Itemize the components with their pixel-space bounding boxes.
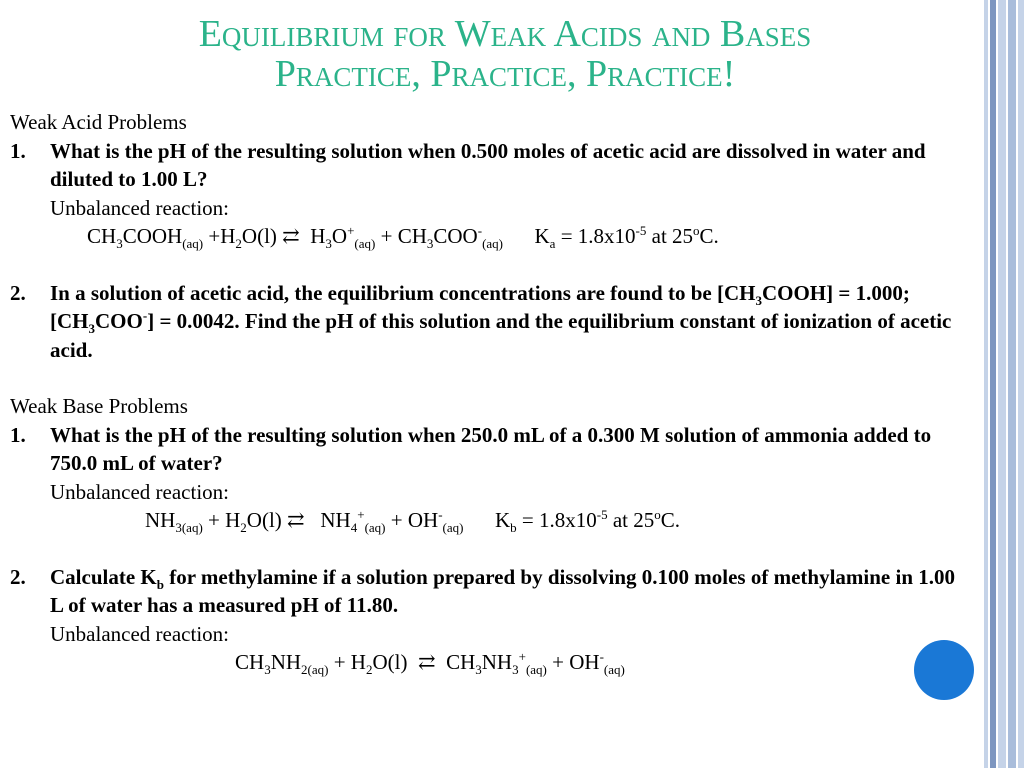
methylamine-reaction-equation: $CH_3NH_{2(aq)} + H_2O(l)$ ⇄ $CH_3NH_3^+_{(aq)} + OH^-_{(aq)}$ xyxy=(235,649,625,678)
page-title xyxy=(0,14,1010,94)
decorative-circle xyxy=(914,640,974,700)
question-text-a: In a solution of acetic acid, the equilibrium concentrations are found to be xyxy=(50,280,712,305)
reaction-label: Unbalanced reaction: xyxy=(50,621,229,646)
question-number: 1. xyxy=(10,422,26,447)
reaction-label: Unbalanced reaction: xyxy=(50,479,229,504)
title-line-1: Equilibrium for Weak Acids and Bases xyxy=(198,13,812,55)
question-text-b: = 1.000; xyxy=(838,280,910,305)
base-reaction-equation: $NH_{3(aq)} + H_2O(l)$ ⇄ $NH_4^+_{(aq)} + OH^-_{(aq)}$ $K_b = 1.8x10^{-5}$ at 25$^o$C. xyxy=(145,507,680,536)
decorative-stripes xyxy=(980,0,1024,768)
base-question-2: 2. Calculate $K_b$ for methylamine if a solution prepared by dissolving 0.100 moles of methylamine in 1.00 L of water has a measured pH of 11.80. xyxy=(10,564,955,617)
question-text: What is the pH of the resulting solution when 0.500 moles of acetic acid are dissolved in water and diluted to 1.00 L? xyxy=(50,138,926,191)
base-question-1 xyxy=(10,421,960,478)
reaction-label: Unbalanced reaction: xyxy=(50,195,229,220)
question-text-b: for methylamine if a solution prepared by dissolving 0.100 moles of methylamine in 1.00 L of water has a measured pH of 11.80. xyxy=(50,564,955,617)
acid-question-2: 2. In a solution of acetic acid, the equilibrium concentrations are found to be $[CH_3COOH] = 1.000$; $[CH_3COO^-] = 0.0042$. Find the pH of this solution and the equilibrium constant of ionization of acetic acid. xyxy=(10,280,952,362)
slide-body xyxy=(10,108,960,677)
weak-acid-heading: Weak Acid Problems xyxy=(10,110,187,134)
weak-base-heading: Weak Base Problems xyxy=(10,394,188,418)
question-text-c: = 0.0042. Find the pH of this solution and the equilibrium constant of ionization of acetic acid. xyxy=(50,309,952,362)
acid-reaction-equation: $CH_3COOH_{(aq)} +H_2O(l)$ ⇄ $H_3O^+_{(aq)} + CH_3COO^-_{(aq)}$ $K_a = 1.8x10^{-5}$ at 25$^o$C. xyxy=(87,223,719,252)
title-line-2: Practice, Practice, Practice! xyxy=(274,53,736,95)
question-number: 2. xyxy=(10,564,26,589)
question-number: 2. xyxy=(10,280,26,305)
question-text: What is the pH of the resulting solution when 250.0 mL of a 0.300 M solution of ammonia added to 750.0 mL of water? xyxy=(50,422,932,475)
question-text-a: Calculate K xyxy=(50,564,157,589)
acid-question-1 xyxy=(10,137,960,194)
question-number: 1. xyxy=(10,138,26,163)
